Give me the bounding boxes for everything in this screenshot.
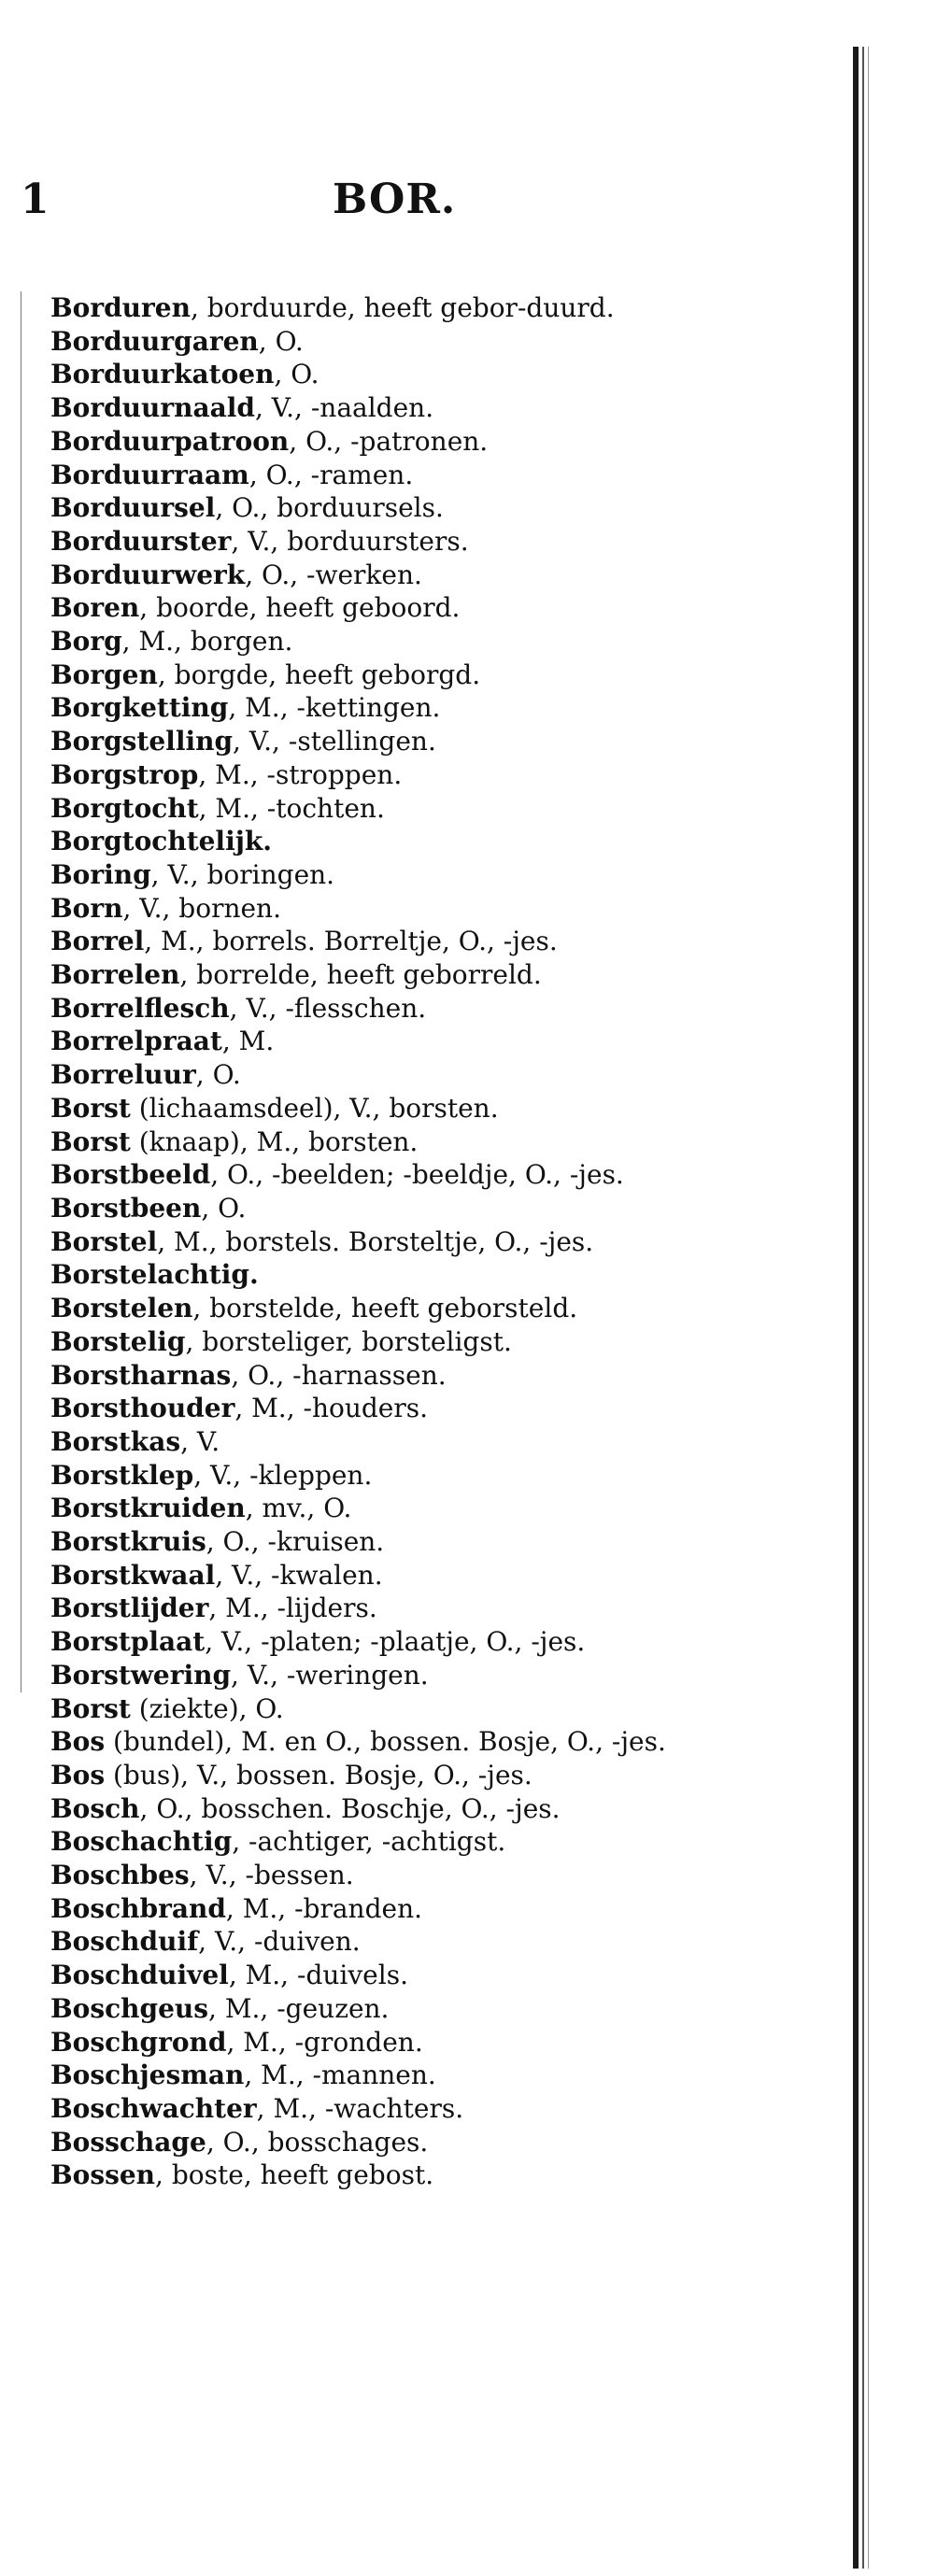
dictionary-entry [50, 491, 723, 525]
entry-definition: , M., -tochten. [198, 792, 385, 824]
dictionary-entry [50, 525, 723, 559]
entry-headword: Borstkruis [50, 1526, 206, 1558]
dictionary-entry [50, 1725, 723, 1759]
entry-definition: , M., -houders. [234, 1393, 429, 1424]
dictionary-entry [50, 1359, 723, 1393]
dictionary-entry [50, 1992, 723, 2026]
section-title: BOR. [333, 176, 457, 223]
entry-definition: , O., -patronen. [289, 425, 489, 457]
dictionary-entry [50, 625, 723, 658]
entry-definition: , V., boringen. [150, 858, 335, 890]
entry-definition: , borsteliger, borsteligst. [185, 1325, 512, 1357]
entry-headword: Borgtochtelijk. [50, 826, 272, 857]
entry-definition: , mv., O. [245, 1493, 352, 1524]
entry-headword: Borgstelling [50, 726, 234, 757]
entry-headword: Borst [50, 1692, 131, 1724]
entry-definition: (lichaamsdeel), V., borsten. [130, 1092, 499, 1124]
entry-definition: , M., -lijders. [208, 1592, 377, 1624]
entry-headword: Borstel [50, 1225, 158, 1257]
entry-headword: Borsthouder [50, 1393, 235, 1424]
entry-definition: , O. [258, 325, 304, 357]
entry-headword: Bos [50, 1759, 106, 1790]
entry-definition: , -achtiger, -achtigst. [232, 1826, 506, 1858]
entry-headword: Borgtocht [50, 792, 199, 824]
dictionary-entry [50, 1292, 723, 1325]
entry-definition: , boorde, heeft geboord. [139, 592, 461, 624]
entry-definition: , V. [180, 1425, 220, 1457]
page-number: 1 [21, 176, 50, 223]
entry-headword: Boschgrond [50, 2026, 227, 2058]
dictionary-entry [50, 2158, 723, 2192]
entry-headword: Borstplaat [50, 1626, 206, 1658]
entry-definition: , V., -naalden. [255, 392, 434, 424]
dictionary-entry [50, 1025, 723, 1058]
dictionary-entry [50, 1559, 723, 1592]
entry-definition: , boste, heeft gebost. [155, 2159, 434, 2191]
dictionary-entry [50, 792, 723, 826]
entry-headword: Boschjesman [50, 2059, 245, 2091]
dictionary-entry [50, 1125, 723, 1159]
entry-definition: , V., -duiven. [198, 1926, 361, 1958]
dictionary-entry [50, 658, 723, 692]
entry-definition: , O., bosschages. [206, 2126, 429, 2158]
entry-definition: , M., -kettingen. [228, 692, 441, 724]
entry-headword: Borstkwaal [50, 1559, 216, 1591]
entry-definition: (ziekte), O. [130, 1692, 284, 1724]
entry-headword: Borstharnas [50, 1359, 232, 1391]
dictionary-entry [50, 425, 723, 459]
entry-definition: , M., -wachters. [256, 2092, 464, 2124]
dictionary-entry [50, 1092, 723, 1125]
dictionary-entry [50, 892, 723, 926]
entry-definition: , V., -platen; -plaatje, O., -jes. [205, 1626, 586, 1658]
entry-definition: , O. [201, 1192, 247, 1224]
entry-definition: , V., borduursters. [231, 525, 469, 557]
dictionary-entry [50, 1792, 723, 1826]
entry-definition: , V., -stellingen. [233, 726, 436, 757]
dictionary-entry [50, 559, 723, 592]
entry-headword: Borstbeeld [50, 1159, 211, 1191]
dictionary-entry [50, 691, 723, 725]
entry-definition: (bus), V., bossen. Bosje, O., -jes. [105, 1759, 532, 1790]
entry-headword: Borrel [50, 926, 145, 957]
entry-definition: , O. [274, 359, 319, 390]
entry-headword: Borst [50, 1125, 131, 1157]
dictionary-entry [50, 1459, 723, 1493]
entry-headword: Borduursel [50, 492, 216, 524]
dictionary-entry [50, 1692, 723, 1726]
entry-headword: Borduurwerk [50, 559, 246, 590]
entry-definition: , M. [221, 1026, 275, 1057]
dictionary-entry [50, 1425, 723, 1459]
entry-headword: Borg [50, 626, 122, 658]
dictionary-entry [50, 2026, 723, 2059]
dictionary-entry [50, 2092, 723, 2126]
dictionary-entry [50, 1925, 723, 1959]
entry-headword: Borduurkatoen [50, 359, 275, 390]
entry-headword: Bosschage [50, 2126, 206, 2158]
entry-headword: Borgstrop [50, 758, 199, 790]
entry-definition: (bundel), M. en O., bossen. Bosje, O., -jes. [105, 1726, 666, 1758]
entry-headword: Borstklep [50, 1459, 194, 1491]
page-edge-rule [853, 47, 859, 2569]
entry-definition: , M., -stroppen. [198, 758, 403, 790]
entry-definition: , V., -flesschen. [229, 992, 427, 1024]
entry-headword: Borduurgaren [50, 325, 259, 357]
entry-headword: Borrelen [50, 959, 180, 991]
entry-definition: , V., bornen. [122, 892, 281, 924]
entry-headword: Borduurraam [50, 459, 249, 490]
entry-headword: Bosch [50, 1792, 140, 1824]
entry-definition: , borrelde, heeft geborreld. [179, 959, 542, 991]
page-header [21, 176, 861, 232]
entry-definition: , M., -duivels. [228, 1960, 408, 1991]
entry-headword: Boschachtig [50, 1826, 233, 1858]
dictionary-entry [50, 1158, 723, 1192]
dictionary-entry [50, 2126, 723, 2159]
entry-definition: , M., borrels. Borreltje, O., -jes. [144, 926, 558, 957]
entry-definition: , M., borgen. [121, 626, 293, 658]
entry-headword: Borstbeen [50, 1192, 202, 1224]
entry-headword: Borstwering [50, 1659, 232, 1691]
entry-definition: , O., -beelden; -beeldje, O., -jes. [210, 1159, 624, 1191]
entry-headword: Boschduivel [50, 1960, 229, 1991]
entry-headword: Bossen [50, 2159, 156, 2191]
dictionary-entry [50, 925, 723, 958]
entry-definition: , M., borstels. Borsteltje, O., -jes. [157, 1225, 594, 1257]
entry-definition: , O., -kruisen. [206, 1526, 385, 1558]
dictionary-entry [50, 725, 723, 758]
entry-definition: , V., -kwalen. [215, 1559, 383, 1591]
dictionary-entry [50, 1892, 723, 1926]
dictionary-entry [50, 1325, 723, 1359]
entry-headword: Borstlijder [50, 1592, 209, 1624]
entry-definition: , O., -werken. [245, 559, 422, 590]
entry-headword: Boschbes [50, 1860, 190, 1891]
dictionary-entry [50, 958, 723, 992]
entry-headword: Borrelpraat [50, 1026, 222, 1057]
dictionary-entry [50, 1625, 723, 1659]
entry-definition: , M., -gronden. [226, 2026, 423, 2058]
entry-headword: Boring [50, 858, 151, 890]
dictionary-entry [50, 1959, 723, 1992]
dictionary-entry [50, 1192, 723, 1225]
dictionary-entry [50, 1592, 723, 1625]
entry-headword: Boschgeus [50, 1992, 209, 2024]
dictionary-entry [50, 391, 723, 425]
entry-definition: , O., -ramen. [248, 459, 414, 490]
entry-headword: Borduurpatroon [50, 425, 290, 457]
entry-headword: Borstkruiden [50, 1493, 246, 1524]
dictionary-entry [50, 2059, 723, 2092]
entry-definition: , O., -harnassen. [231, 1359, 447, 1391]
entry-definition: , O., borduursels. [215, 492, 444, 524]
dictionary-entry [50, 591, 723, 625]
entry-definition: , V., -weringen. [231, 1659, 429, 1691]
entry-definition: , M., -branden. [225, 1892, 423, 1924]
entry-headword: Boren [50, 592, 140, 624]
entry-definition: , O. [195, 1059, 241, 1091]
dictionary-entry [50, 858, 723, 892]
entry-definition: , borstelde, heeft geborsteld. [192, 1293, 578, 1324]
entry-definition: , M., -mannen. [244, 2059, 436, 2091]
entry-headword: Borstelachtig. [50, 1259, 259, 1291]
dictionary-entry-list [50, 291, 723, 2192]
entry-definition: , V., -bessen. [189, 1860, 354, 1891]
dictionary-entry [50, 1225, 723, 1259]
entry-definition: (knaap), M., borsten. [130, 1125, 419, 1157]
entry-headword: Borreluur [50, 1059, 196, 1091]
entry-headword: Borstkas [50, 1425, 181, 1457]
entry-definition: , V., -kleppen. [193, 1459, 373, 1491]
dictionary-entry [50, 1825, 723, 1859]
dictionary-entry [50, 325, 723, 359]
entry-headword: Boschbrand [50, 1892, 226, 1924]
page-edge-rule-tertiary [868, 47, 869, 2569]
entry-headword: Borgen [50, 658, 158, 690]
entry-headword: Born [50, 892, 123, 924]
dictionary-entry [50, 1659, 723, 1692]
dictionary-entry [50, 459, 723, 492]
entry-headword: Borduurster [50, 525, 232, 557]
entry-headword: Borst [50, 1092, 131, 1124]
entry-definition: , O., bosschen. Boschje, O., -jes. [139, 1792, 561, 1824]
dictionary-entry [50, 992, 723, 1026]
dictionary-entry [50, 1492, 723, 1525]
entry-headword: Borstelig [50, 1325, 186, 1357]
entry-headword: Borrelflesch [50, 992, 230, 1024]
dictionary-entry [50, 291, 723, 325]
dictionary-entry [50, 758, 723, 792]
dictionary-entry [50, 1392, 723, 1425]
entry-headword: Borgketting [50, 692, 229, 724]
dictionary-entry [50, 1759, 723, 1792]
entry-headword: Borduren [50, 292, 191, 323]
dictionary-entry [50, 1058, 723, 1092]
entry-headword: Boschduif [50, 1926, 199, 1958]
page-edge-rule-secondary [862, 47, 864, 2569]
entry-definition: , M., -geuzen. [208, 1992, 390, 2024]
dictionary-entry [50, 825, 723, 858]
entry-headword: Borstelen [50, 1293, 193, 1324]
dictionary-entry [50, 1859, 723, 1892]
entry-headword: Borduurnaald [50, 392, 255, 424]
dictionary-entry [50, 1525, 723, 1559]
entry-headword: Bos [50, 1726, 106, 1758]
entry-definition: , borgde, heeft geborgd. [157, 658, 481, 690]
dictionary-entry [50, 358, 723, 391]
entry-headword: Boschwachter [50, 2092, 257, 2124]
entry-definition: , borduurde, heeft gebor-duurd. [190, 292, 615, 323]
dictionary-entry [50, 1258, 723, 1292]
